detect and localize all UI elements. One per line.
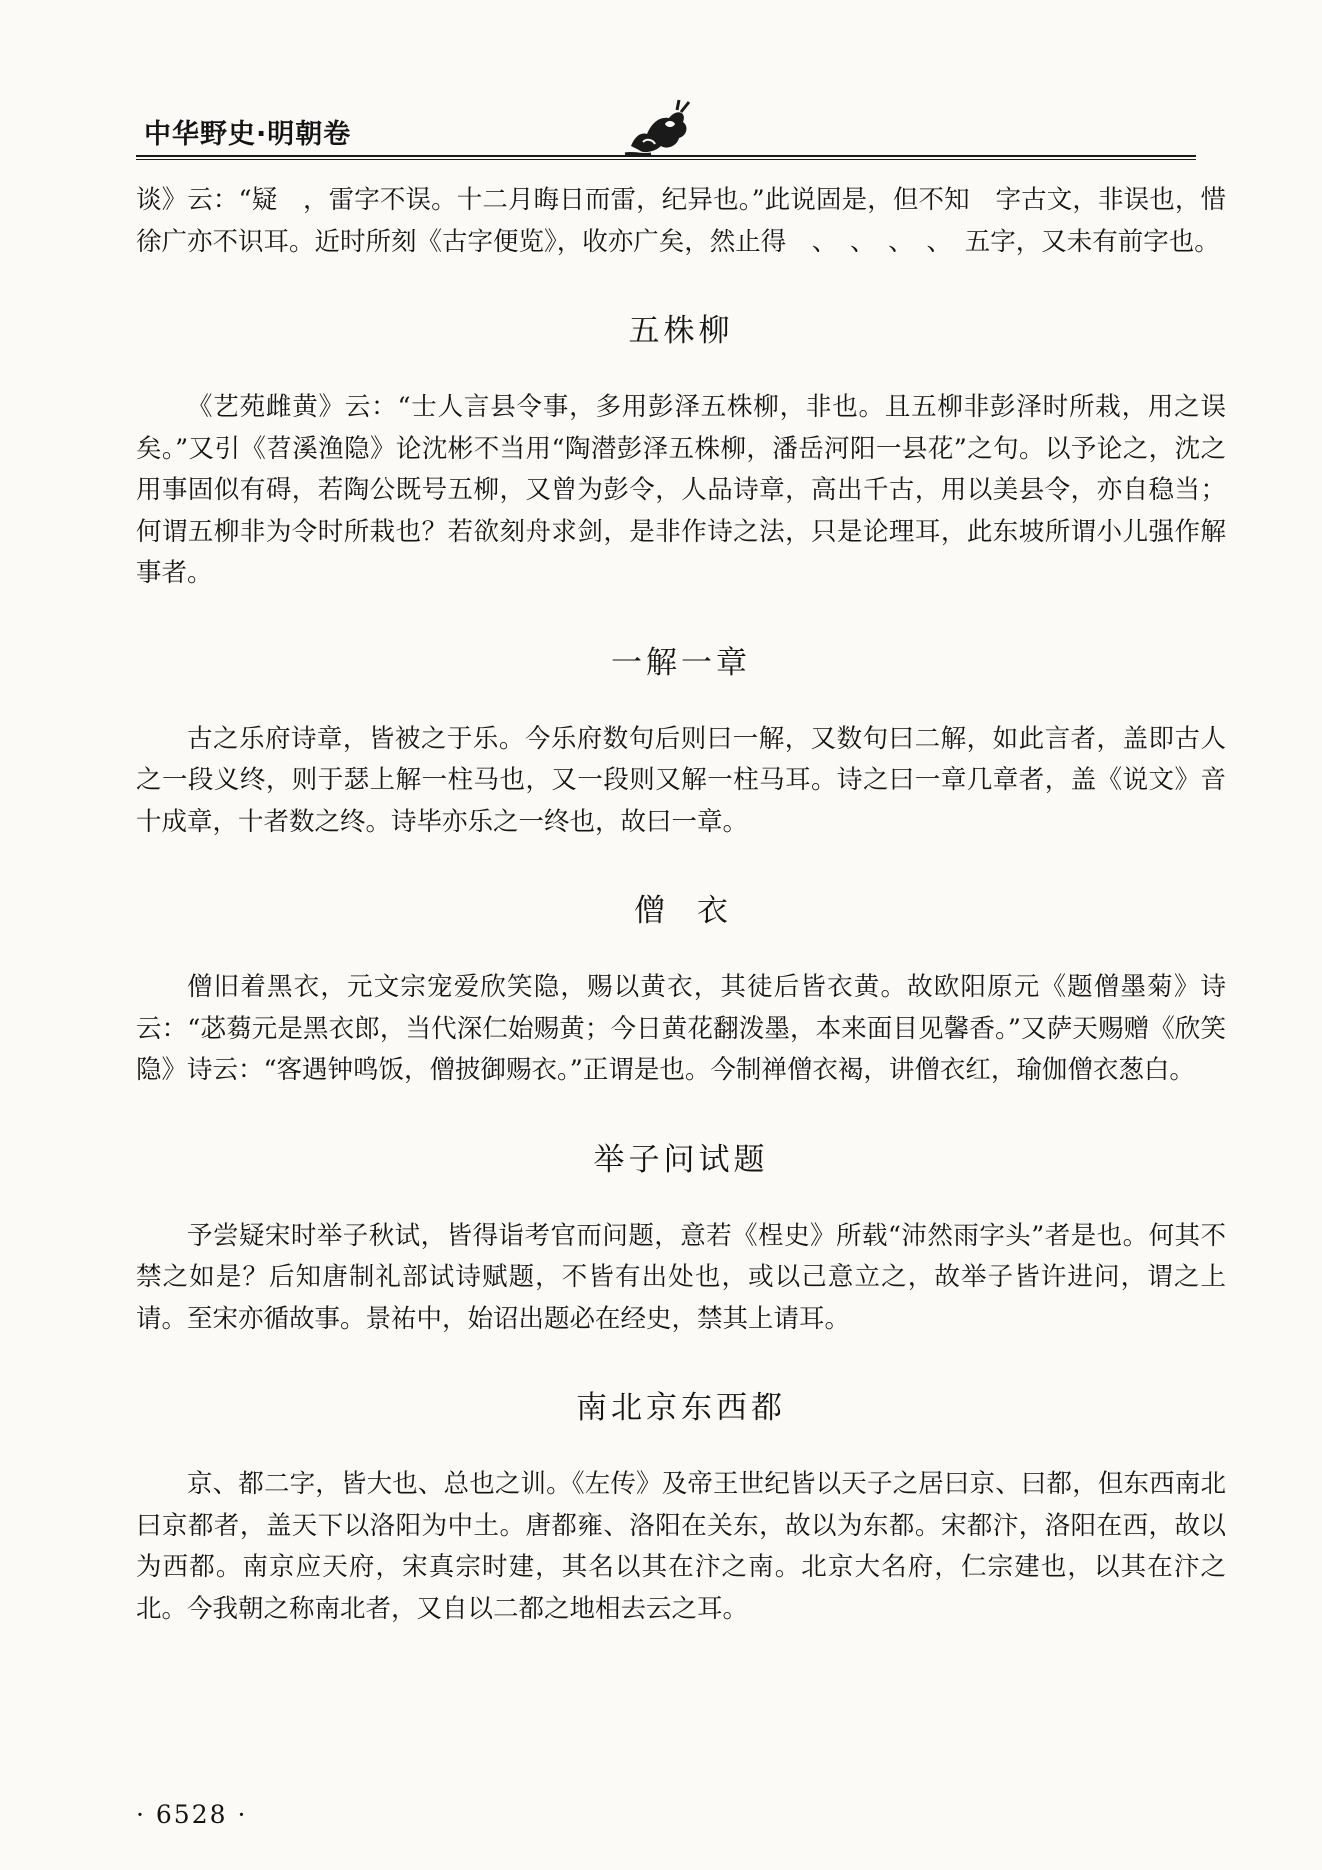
- section-title: 一解一章: [611, 644, 751, 681]
- running-head-title: 中华野史·明朝卷: [144, 119, 352, 150]
- section-nanbeijingdongxidu: [136, 1388, 1226, 1630]
- section-juziwenshiti: [136, 1140, 1226, 1341]
- section-paragraph: 古之乐府诗章，皆被之于乐。今乐府数句后则曰一解，又数句曰二解，如此言者，盖即古人之一段义终，则于瑟上解一柱马也，又一段则又解一柱马耳。诗之曰一章几章者，盖《说文》音十成章，十者数之终。诗毕亦乐之一终也，故曰一章。: [136, 723, 1226, 837]
- page-body: [136, 180, 1226, 1630]
- header-rule: [136, 155, 1196, 157]
- section-paragraph: 予尝疑宋时举子秋试，皆得诣考官而问题，意若《桯史》所载“沛然雨字头”者是也。何其不禁之如是？后知唐制礼部试诗赋题，不皆有出处也，或以己意立之，故举子皆许进问，谓之上请。至宋亦循故事。景祐中，始诏出题必在经史，禁其上请耳。: [136, 1220, 1226, 1334]
- section-sengyi: [136, 891, 1226, 1092]
- dragon-emblem-icon: [621, 98, 693, 158]
- section-title: 举子问试题: [593, 1141, 769, 1178]
- section-paragraph: 僧旧着黑衣，元文宗宠爱欣笑隐，赐以黄衣，其徒后皆衣黄。故欧阳原元《题僧墨菊》诗云：“苾蒭元是黑衣郎，当代深仁始赐黄；今日黄花翻泼墨，本来面目见馨香。”又萨天赐赠《欣笑隐》诗云：“客遇钟鸣饭，僧披御赐衣。”正谓是也。今制禅僧衣褐，讲僧衣红，瑜伽僧衣葱白。: [136, 972, 1226, 1085]
- page-header: [136, 98, 1196, 160]
- section-title: 南北京东西都: [576, 1390, 786, 1426]
- continued-paragraph: 谈》云：“疑 ，雷字不误。十二月晦日而雷，纪异也。”此说固是，但不知 字古文，非误也，惜徐广亦不识耳。近时所刻《古字便览》，收亦广矣，然止得 、 、 、 、 五字，又未有前字也。: [136, 185, 1226, 257]
- page-number: · 6528 ·: [136, 1800, 248, 1829]
- section-title: 五株柳: [628, 313, 734, 349]
- header-rule-thin: [136, 159, 1196, 160]
- section-title: 僧衣: [634, 893, 760, 929]
- section-yijieyizhang: [136, 643, 1226, 844]
- section-paragraph: 《艺苑雌黄》云：“士人言县令事，多用彭泽五株柳，非也。且五柳非彭泽时所栽，用之误矣。”又引《苕溪渔隐》论沈彬不当用“陶潜彭泽五株柳，潘岳河阳一县花”之句。以予论之，沈之用事固似有碍，若陶公既号五柳，又曾为彭令，人品诗章，高出千古，用以美县令，亦自稳当；何谓五柳非为令时所栽也？若欲刻舟求剑，是非作诗之法，只是论理耳，此东坡所谓小儿强作解事者。: [136, 392, 1226, 588]
- section-wuzhuliu: [136, 311, 1226, 595]
- section-paragraph: 京、都二字，皆大也、总也之训。《左传》及帝王世纪皆以天子之居曰京、曰都，但东西南北曰京都者，盖天下以洛阳为中土。唐都雍、洛阳在关东，故以为东都。宋都汴，洛阳在西，故以为西都。南京应天府，宋真宗时建，其名以其在汴之南。北京大名府，仁宗建也，以其在汴之北。今我朝之称南北者，又自以二都之地相去云之耳。: [136, 1469, 1226, 1624]
